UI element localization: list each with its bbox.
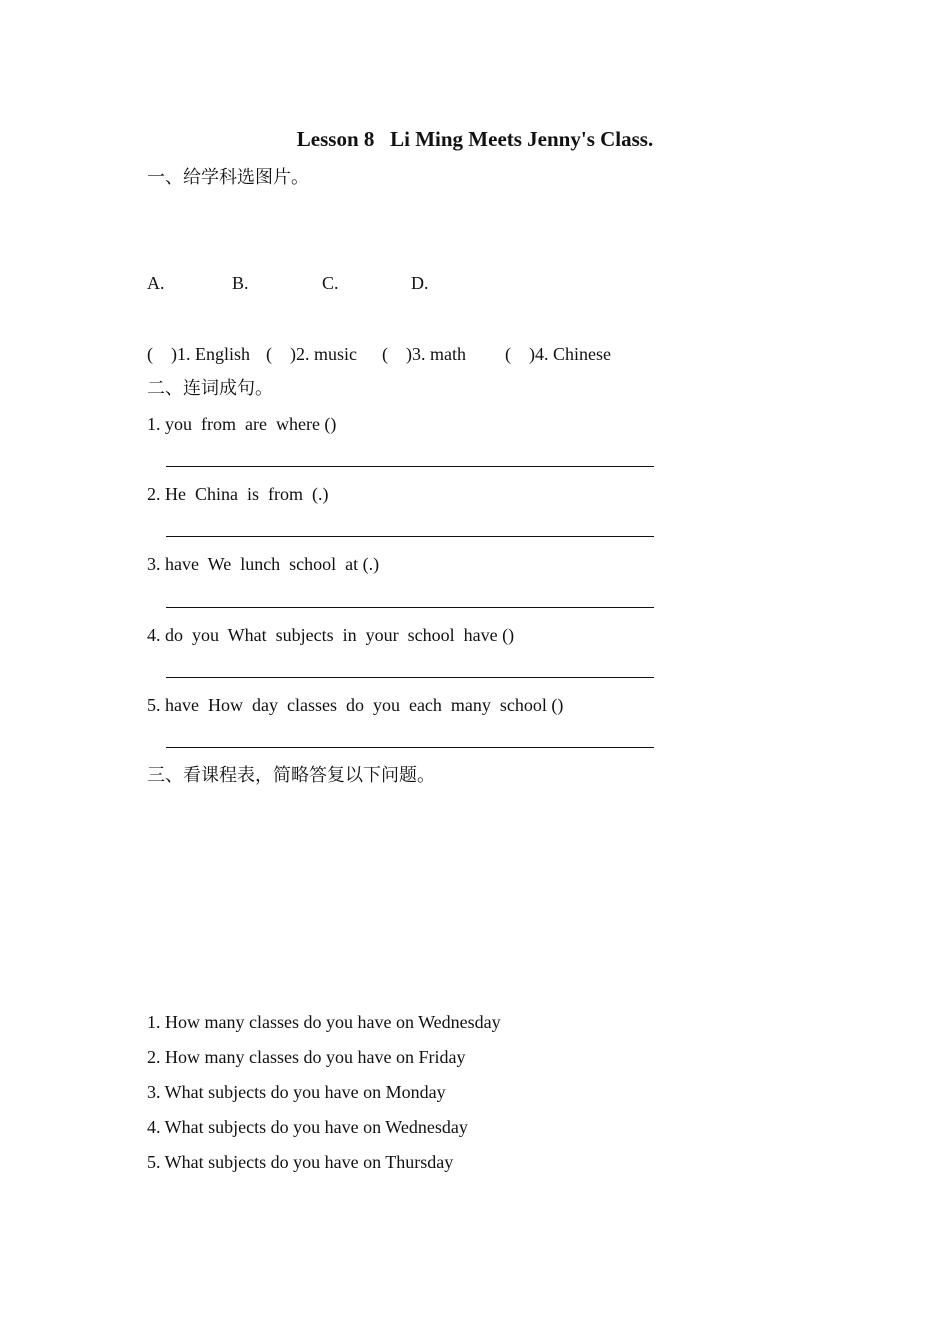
scramble-item-4: 4. do you What subjects in your school have () <box>147 625 515 645</box>
section1-heading: 一、给学科选图片。 <box>147 167 309 187</box>
match-question-4: ( )4. Chinese <box>505 344 611 364</box>
page-title: Lesson 8 Li Ming Meets Jenny's Class. <box>296 127 654 151</box>
section3-heading: 三、看课程表，简略答复以下问题。 <box>147 765 435 785</box>
scramble-item-2: 2. He China is from (.) <box>147 484 329 504</box>
option-d-label: D. <box>411 273 429 293</box>
section2-heading: 二、连词成句。 <box>147 378 273 398</box>
schedule-question-4: 4. What subjects do you have on Wednesday <box>147 1117 468 1137</box>
answer-line-3 <box>166 607 654 608</box>
scramble-item-5: 5. have How day classes do you each many school () <box>147 695 564 715</box>
answer-line-2 <box>166 536 654 537</box>
option-a-label: A. <box>147 273 165 293</box>
scramble-item-3: 3. have We lunch school at (.) <box>147 554 380 574</box>
schedule-question-5: 5. What subjects do you have on Thursday <box>147 1152 454 1172</box>
option-c-label: C. <box>322 273 339 293</box>
scramble-item-1: 1. you from are where () <box>147 414 337 434</box>
match-question-3: ( )3. math <box>382 344 466 364</box>
schedule-question-3: 3. What subjects do you have on Monday <box>147 1082 446 1102</box>
match-question-1: ( )1. English <box>147 344 250 364</box>
answer-line-5 <box>166 747 654 748</box>
option-b-label: B. <box>232 273 249 293</box>
match-question-2: ( )2. music <box>266 344 357 364</box>
answer-line-4 <box>166 677 654 678</box>
answer-line-1 <box>166 466 654 467</box>
schedule-question-2: 2. How many classes do you have on Friday <box>147 1047 466 1067</box>
schedule-question-1: 1. How many classes do you have on Wednesday <box>147 1012 501 1032</box>
